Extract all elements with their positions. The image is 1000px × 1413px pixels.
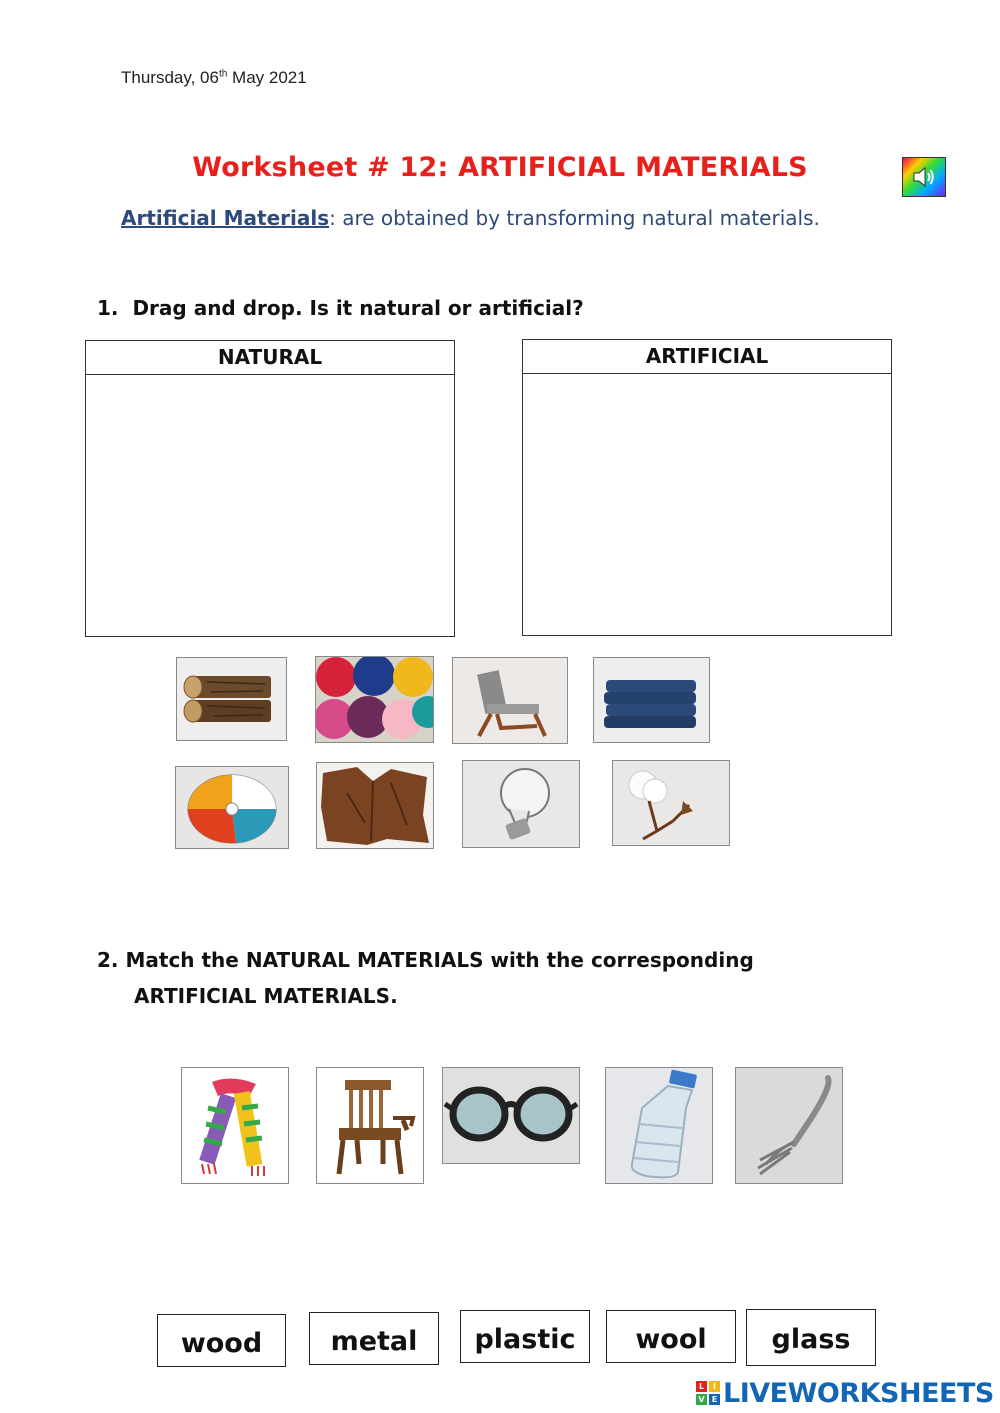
audio-button[interactable] [902, 157, 946, 197]
logo-text: LIVEWORKSHEETS [723, 1377, 994, 1409]
natural-box-label: NATURAL [86, 341, 454, 375]
artificial-box-label: ARTIFICIAL [523, 340, 891, 374]
natural-drop-box[interactable] [85, 340, 455, 637]
beach-ball-image[interactable] [175, 766, 289, 849]
speaker-icon [912, 166, 936, 188]
plastic-bottle-image[interactable] [605, 1067, 713, 1184]
word-card-metal[interactable]: metal [309, 1312, 439, 1365]
exercise2-instruction: 2. Match the NATURAL MATERIALS with the corresponding ARTIFICIAL MATERIALS. [97, 948, 754, 1008]
word-card-glass[interactable]: glass [746, 1309, 876, 1366]
word-card-wool[interactable]: wool [606, 1310, 736, 1363]
exercise1-instruction: 1. Drag and drop. Is it natural or artificial? [97, 296, 584, 320]
artificial-drop-box[interactable] [522, 339, 892, 636]
light-bulb-image[interactable] [462, 760, 580, 848]
fork-image[interactable] [735, 1067, 843, 1184]
definition-text: are obtained by transforming natural materials. [335, 206, 820, 230]
definition: Artificial Materials: are obtained by transforming natural materials. [121, 206, 820, 230]
wooden-chair-image[interactable] [316, 1067, 424, 1184]
leather-image[interactable] [316, 762, 434, 849]
yarn-balls-image[interactable] [315, 656, 434, 743]
logo-mark-icon: L I V E [696, 1381, 720, 1405]
word-card-plastic[interactable]: plastic [460, 1310, 590, 1363]
glasses-image[interactable] [442, 1067, 580, 1164]
logs-image[interactable] [176, 657, 287, 741]
liveworksheets-logo [696, 1376, 994, 1410]
cotton-image[interactable] [612, 760, 730, 846]
scarf-image[interactable] [181, 1067, 289, 1184]
definition-term: Artificial Materials [121, 206, 330, 230]
towels-image[interactable] [593, 657, 710, 743]
word-card-wood[interactable]: wood [157, 1314, 286, 1367]
page-title: Worksheet # 12: ARTIFICIAL MATERIALS [192, 152, 808, 183]
chair-image[interactable] [452, 657, 568, 744]
date: Thursday, 06th May 2021 [121, 68, 307, 87]
